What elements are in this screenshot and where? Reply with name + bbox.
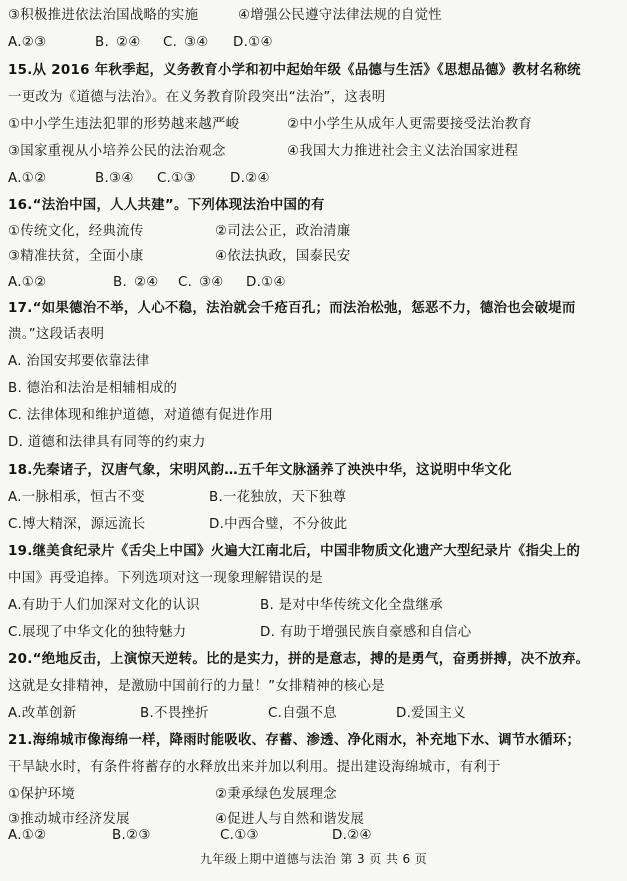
text-line: 这就是女排精神，是激励中国前行的力量！”女排精神的核心是 xyxy=(8,678,385,694)
text-line: ④依法执政，国泰民安 xyxy=(215,248,351,264)
text-line: A.①② xyxy=(8,171,47,187)
text-line: ①保护环境 xyxy=(8,786,76,802)
text-line: 一更改为《道德与法治》。在义务教育阶段突出“法治”，这表明 xyxy=(8,90,386,106)
text-line: ③④ xyxy=(184,35,209,51)
answer-option-21: D.②④ xyxy=(332,828,372,843)
question-stem-text: 17.“如果德治不举，人心不稳，法治就会千疮百孔；而法治松弛，惩恶不力，德治也会破堤而 xyxy=(8,300,576,316)
text-line: D.①④ xyxy=(233,35,273,51)
text-line: D.爱国主义 xyxy=(396,705,466,721)
text-line: ②司法公正，政治清廉 xyxy=(215,223,351,239)
answer-option-21: C.①③ xyxy=(220,828,259,843)
question-stem-text: 16.“法治中国，人人共建”。下列体现法治中国的有 xyxy=(8,197,325,213)
text-line: C. xyxy=(163,35,178,51)
text-line: 溃。”这段话表明 xyxy=(8,326,105,342)
text-line: D.中西合璧，不分彼此 xyxy=(209,517,348,533)
text-line: C.自强不息 xyxy=(268,705,337,721)
text-line: ②④ xyxy=(134,274,159,290)
text-line: C.博大精深，源远流长 xyxy=(8,517,146,533)
text-line: ③精准扶贫，全面小康 xyxy=(8,248,144,264)
text-line: B. 是对中华传统文化全盘继承 xyxy=(260,598,443,614)
text-line: C. 法律体现和维护道德，对道德有促进作用 xyxy=(8,407,274,423)
text-line: C.①③ xyxy=(157,171,196,187)
text-line: B.一花独放，天下独尊 xyxy=(209,490,347,506)
text-line: D.②④ xyxy=(230,171,270,187)
text-line: B. 德治和法治是相辅相成的 xyxy=(8,380,178,396)
text-line: B. xyxy=(95,35,110,51)
text-line: B.③④ xyxy=(95,171,134,187)
answer-option-21: A.①② xyxy=(8,828,47,843)
question-stem-text: 21.海绵城市像海绵一样，降雨时能吸收、存蓄、渗透、净化雨水，补充地下水、调节水循环； xyxy=(8,732,581,748)
text-line: ③积极推进依法治国战略的实施 xyxy=(8,8,199,24)
text-line: ②秉承绿色发展理念 xyxy=(215,786,337,802)
text-line: C.展现了中华文化的独特魅力 xyxy=(8,625,187,641)
question-stem-text: 18.先秦诸子，汉唐气象，宋明风韵…五千年文脉涵养了泱泱中华，这说明中华文化 xyxy=(8,462,512,478)
text-line: D. 有助于增强民族自豪感和自信心 xyxy=(260,625,472,641)
text-line: A.改革创新 xyxy=(8,705,77,721)
text-line: A.②③ xyxy=(8,35,47,51)
text-line: ③推动城市经济发展 xyxy=(8,811,130,827)
text-line: ④促进人与自然和谐发展 xyxy=(215,811,365,827)
text-line: ③④ xyxy=(199,274,224,290)
text-line: ①中小学生违法犯罪的形势越来越严峻 xyxy=(8,117,240,133)
text-line: 干旱缺水时，有条件将蓄存的水释放出来并加以利用。提出建设海绵城市，有利于 xyxy=(8,759,501,775)
text-line: A. 治国安邦要依靠法律 xyxy=(8,353,150,369)
text-line: A.有助于人们加深对文化的认识 xyxy=(8,598,200,614)
question-stem-text: 15.从 2016 年秋季起，义务教育小学和初中起始年级《品德与生活》《思想品德》教材名称统 xyxy=(8,63,581,79)
text-line: ③国家重视从小培养公民的法治观念 xyxy=(8,144,226,160)
text-line: ④增强公民遵守法律法规的自觉性 xyxy=(238,8,442,24)
text-line: ①传统文化，经典流传 xyxy=(8,223,144,239)
page-footer: 九年级上期中道德与法治 第 3 页 共 6 页 xyxy=(199,852,428,866)
text-line: ④我国大力推进社会主义法治国家进程 xyxy=(287,144,519,160)
text-line: C. xyxy=(178,274,193,290)
text-line: D. 道德和法律具有同等的约束力 xyxy=(8,434,206,450)
text-line: B.不畏挫折 xyxy=(140,705,209,721)
question-stem-text: 19.继美食纪录片《舌尖上中国》火遍大江南北后，中国非物质文化遗产大型纪录片《指尖上的 xyxy=(8,544,581,560)
text-line: ②中小学生从成年人更需要接受法治教育 xyxy=(287,117,533,133)
text-line: A.①② xyxy=(8,274,47,290)
text-line: 中国》再受追捧。下列选项对这一现象理解错误的是 xyxy=(8,571,323,587)
text-line: A.一脉相承，恒古不变 xyxy=(8,490,145,506)
answer-option-21: B.②③ xyxy=(112,828,151,843)
question-stem-text: 20.“绝地反击，上演惊天逆转。比的是实力，拼的是意志，搏的是勇气，奋勇拼搏，决不放弃。 xyxy=(8,652,590,668)
text-line: ②④ xyxy=(116,35,141,51)
text-line: D.①④ xyxy=(246,274,286,290)
text-line: B. xyxy=(113,274,128,290)
